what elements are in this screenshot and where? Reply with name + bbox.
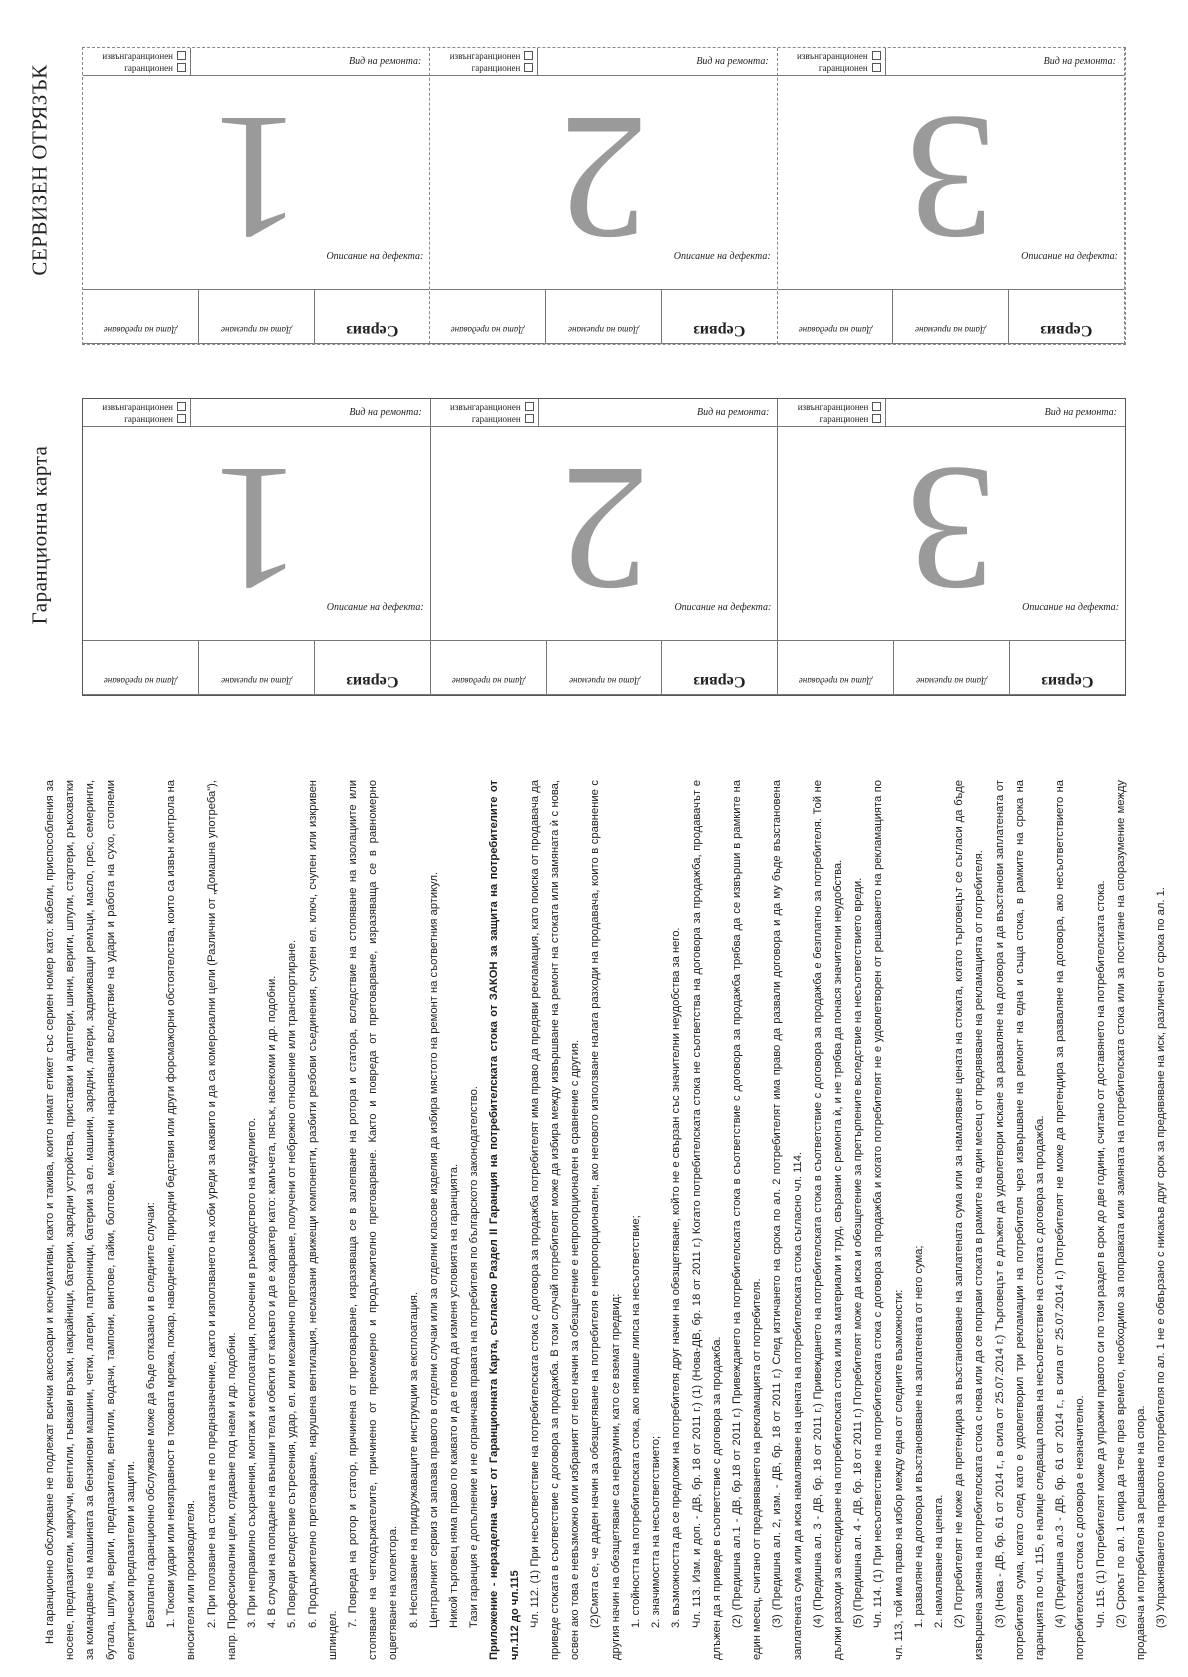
warranty-checkbox[interactable] — [872, 63, 881, 72]
terms-paragraph: (2) (Предишна ал.1 - ДВ, бр.18 от 2011 г.) Привеждането на потребителската стока в съответствие с договора за продажба трябва да се извърши в рамките на един месец, считано от предявяването на рекламацията от потребителя. — [730, 780, 764, 1660]
terms-paragraph: (4) (Предишна ал. 3 - ДВ, бр. 18 от 2011 г.) Привеждането на потребителската стока в съответствие с договора за продажба е безплатно за потребителя. Той не дължи разходи за експедиране на потребителската стока или за материали и труд, свързани с ремонта ѝ, и не трябва да понася значителни неудобства. — [811, 780, 844, 1660]
terms-paragraph: 3. При неправилно съхранения, монтаж и експлоатация, посочени в ръководството на изделието. — [246, 1117, 259, 1628]
warranty-terms-body — [40, 780, 1168, 1660]
terms-paragraph: 5. Повреди вследствие сътресения, удар, ел. или механично претоварване, получени от небрежно отношение или транспортиране. — [286, 939, 299, 1628]
terms-paragraph: 7. Повреда на ротор и статор, причинена от претоварване, изразяваща се в залепване на ротора и статора, вследствие на стопяване на изолациите или стопяване на четкодържателите, причинено от прекомерно и продължително претоварване. Както и повреда от претоварване, изразяваща се в равномерно оцветяване на колектора. — [347, 780, 400, 1660]
terms-paragraph: Чл. 115. (1) Потребителят може да упражни правото си по този раздел в срок до две години, считано от доставянето на потребителската стока. — [1094, 880, 1107, 1628]
service-label: Сервиз — [315, 668, 430, 695]
non-warranty-checkbox[interactable] — [525, 402, 534, 411]
card-number: 2 — [559, 430, 650, 629]
terms-paragraph: (2) Срокът по ал. 1 спира да тече през времето, необходимо за поправката или замяната на потребителската стока или за постигане на споразумение между продавача и потребителя за решаване на спора. — [1114, 780, 1147, 1660]
warranty-type-checkboxes: извънгаранционен гаранционен — [431, 399, 539, 426]
service-card-1 — [83, 48, 430, 344]
service-stub-strip — [82, 47, 1126, 345]
date-received-label: Дата на приемане — [893, 317, 1008, 344]
terms-paragraph: (2) Потребителят не може да претендира за възстановяване на заплатената сума или за намаляване цената на стоката, когато търговецът се съгласи да бъде извършена замяна на потребителската стока с нова или да се поправи стоката в рамките на един месец от предявяване на рекламацията от потребителя. — [953, 780, 986, 1660]
defect-description-label: Описание на дефекта: — [1022, 602, 1120, 613]
non-warranty-checkbox[interactable] — [872, 51, 881, 60]
non-warranty-checkbox[interactable] — [177, 51, 186, 60]
terms-paragraph: (2)Смята се, че даден начин за обезщетяване на потребителя е непропорционален, ако неговото използване налага разходи на продавача, които в сравнение с другия начин на обезщетяване са неразумни, като се вземат предвид: — [589, 780, 622, 1660]
date-received-label: Дата на приемане — [547, 668, 662, 695]
defect-description-label: Описание на дефекта: — [326, 602, 424, 613]
terms-paragraph: 8. Неспазване на придружаващите инструкции за експлоатация. — [407, 1291, 420, 1628]
terms-paragraph: (5) (Предишна ал. 4 - ДВ, бр. 18 от 2011 г.) Потребителят може да иска и обезщетение за претърпените вследствие на несъответствието вреди. — [852, 877, 865, 1628]
terms-paragraph: 2. значимостта на несъответствието; — [650, 1435, 663, 1628]
repair-type-label: Вид на ремонта: — [1044, 407, 1118, 418]
date-returned-label: Дата на предаване — [778, 668, 893, 695]
service-stub-heading — [0, 64, 90, 276]
warranty-type-checkboxes: извънгаранционен гаранционен — [83, 48, 191, 75]
date-returned-label: Дата на предаване — [83, 668, 198, 695]
terms-paragraph: (3) Упражняването на правото на потребителя по ал. 1 не е обвързано с никакъв друг срок за предявяване на иск, различен от срока по ал. 1. — [1155, 887, 1168, 1628]
terms-paragraph: (3) (Предишна ал. 2, изм. - ДВ, бр. 18 от 2011 г.) След изтичането на срока по ал. 2 потребителят има право да развали договора и да му бъде възстановена заплатената сума или да иска намаляване на цената на потребителската стока съгласно чл. 114. — [771, 780, 804, 1660]
terms-paragraph: 6. Продължително претоварване, нарушена вентилация, несмазани движещи компоненти, разбити резбови съединения, счупен ел. ключ, счупен или изкривен шпиндел. — [306, 780, 339, 1660]
warranty-checkbox[interactable] — [177, 63, 186, 72]
terms-paragraph: Чл. 113. Изм. и доп. - ДВ, бр. 18 от 2011 г.) (1) (Нова-ДВ, бр. 18 от 2011 г.) Когато потребителската стока не съответства на договора за продажба, продавачът е длъжен да я приведе в съответствие с договора за продажба. — [690, 780, 723, 1660]
card-number: 3 — [905, 79, 996, 278]
service-label: Сервиз — [315, 317, 430, 344]
terms-paragraph: Никой търговец няма право по каквато и да е повод да изменя условията на гаранцията. — [448, 1163, 461, 1628]
warranty-type-checkboxes: извънгаранционен гаранционен — [83, 399, 191, 426]
date-received-label: Дата на приемане — [894, 668, 1009, 695]
terms-paragraph: Тази гаранция е допълнение и не ограничава правата на потребителя по българското законодателство. — [468, 1086, 481, 1628]
terms-paragraph: 4. В случаи на попадане на външни тела и обекти от какъвто и да е характер като: камъчета, пясък, насекоми и др. подобни. — [266, 975, 279, 1628]
date-returned-label: Дата на предаване — [431, 668, 546, 695]
warranty-terms — [40, 780, 1168, 1660]
terms-paragraph: 1. Токови удари или неизправност в токовата мрежа, пожар, наводнение, природни бедствия или други форсмажорни обстоятелства, които са извън контрола на вносителя или производителя. — [165, 780, 198, 1660]
defect-description-label: Описание на дефекта: — [1021, 251, 1118, 262]
non-warranty-checkbox[interactable] — [524, 51, 533, 60]
terms-paragraph: Чл. 112. (1) При несъответствие на потребителската стока с договора за продажба потребителят има право да предяви рекламация, като поиска от продавача да приведе стоката в съответствие с договора за продажба. В този случай потребителят може да избира между извършване на ремонт на стоката или замяната ѝ с нова, освен ако това е невъзможно или избраният от него начин за обезщетение е непропорционален в сравнение с другия. — [528, 780, 582, 1660]
terms-paragraph: На гаранционно обслужване не подлежат всички аксесоари и консумативи, както и такива, които нямат етикет със сериен номер като: кабели, приспособления за носене, предпазители, маркучи, вентили, гъвкави връзки, накрайници, батерии, зарядни устройства, приставки и адаптери, шини, вериги, шпули, стартери, ръкохватки за командване на машината за бензинови машини, четки, лагери, патронници, батерии за ел. машини, зарядни, лагери, задвижващи ремъци, масло, грес, семеринги, бутала, шпули, вериги, предпазители, вентили, водачи, тампони, винтове, гайки, болтове, механични наранявания вследствие на удари и работа на сухо, стопяеми електрически предпазители и защити. — [44, 780, 137, 1660]
service-card-3 — [778, 48, 1125, 344]
warranty-checkbox[interactable] — [872, 414, 881, 423]
date-received-label: Дата на приемане — [199, 317, 314, 344]
repair-type-label: Вид на ремонта: — [349, 407, 422, 418]
card-number: 3 — [906, 430, 997, 629]
date-returned-label: Дата на предаване — [430, 317, 545, 344]
defect-description-label: Описание на дефекта: — [326, 251, 424, 262]
warranty-type-checkboxes: извънгаранционен гаранционен — [430, 48, 538, 75]
card-number: 2 — [558, 79, 649, 278]
repair-type-label: Вид на ремонта: — [697, 407, 770, 418]
warranty-checkbox[interactable] — [177, 414, 186, 423]
warranty-checkbox[interactable] — [524, 63, 533, 72]
warranty-card-heading — [0, 445, 90, 625]
warranty-checkbox[interactable] — [525, 414, 534, 423]
service-label: Сервиз — [1010, 668, 1125, 695]
terms-paragraph: Централният сервиз си запазва правото в отделни случаи или за отделни класове изделия да избира мястото на ремонт на съответния артикул. — [427, 871, 440, 1628]
repair-type-label: Вид на ремонта: — [1043, 56, 1116, 67]
terms-paragraph: (4) (Предишна ал.3 - ДВ, бр. 61 от 2014 г., в сила от 25.07.2014 г.) Потребителят не може да претендира за разваляне на договора, ако несъответствието на потребителската стока с договора е незначително. — [1054, 780, 1087, 1660]
warranty-card-1 — [83, 399, 431, 695]
service-card-2 — [430, 48, 777, 344]
terms-paragraph: (3) (Нова - ДВ, бр. 61 от 2014 г., в сила от 25.07.2014 г.) Търговецът е длъжен да удовлетвори искане за разваляне на договора и да възстанови заплатената от потребителя сума, когато след като е удовлетворил три рекламации на потребителя чрез извършване на ремонт на една и съща стока, в рамките на срока на гаранцията по чл. 115, е налице следваща поява на несъответствие на стоката с договора за продажба. — [993, 780, 1046, 1660]
date-returned-label: Дата на предаване — [83, 317, 198, 344]
repair-type-label: Вид на ремонта: — [696, 56, 769, 67]
terms-paragraph: Безплатно гаранционно обслужване може да бъде отказано и в следните случаи: — [145, 1202, 158, 1628]
non-warranty-checkbox[interactable] — [177, 402, 186, 411]
warranty-card-strip — [82, 398, 1126, 696]
date-received-label: Дата на приемане — [199, 668, 314, 695]
terms-heading: Приложение - неразделна част от Гаранционната Карта, съгласно Раздел II Гаранция на потребителската стока от ЗАКОН за защита на потребителите от чл.112 до чл.115 — [488, 780, 521, 1660]
terms-paragraph: 1. разваляне на договора и възстановяване на заплатената от него сума; — [912, 1245, 925, 1628]
date-received-label: Дата на приемане — [546, 317, 661, 344]
terms-paragraph: 2. намаляване на цената. — [932, 1494, 945, 1628]
defect-description-label: Описание на дефекта: — [673, 251, 771, 262]
service-stub-heading-text: СЕРВИЗЕН ОТРЯЗЪК — [27, 64, 52, 276]
defect-description-label: Описание на дефекта: — [674, 602, 772, 613]
card-number: 1 — [211, 79, 302, 278]
repair-type-label: Вид на ремонта: — [348, 56, 422, 67]
service-label: Сервиз — [662, 317, 777, 344]
warranty-card-3 — [778, 399, 1125, 695]
non-warranty-checkbox[interactable] — [872, 402, 881, 411]
terms-paragraph: 3. възможността да се предложи на потребителя друг начин на обезщетяване, който не е свързан със значителни неудобства за него. — [670, 927, 683, 1628]
warranty-type-checkboxes: извънгаранционен гаранционен — [778, 399, 886, 426]
card-number: 1 — [211, 430, 302, 629]
date-returned-label: Дата на предаване — [778, 317, 893, 344]
warranty-type-checkboxes: извънгаранционен гаранционен — [778, 48, 886, 75]
terms-paragraph: Чл. 114. (1) При несъответствие на потребителската стока с договора за продажба и когато потребителят не е удовлетворен от решаването на рекламацията по чл. 113, той има право на избор между една от следните възможности: — [872, 780, 905, 1660]
terms-paragraph: 1. стойността на потребителската стока, ако нямаше липса на несъответствие; — [629, 1215, 642, 1628]
warranty-card-2 — [431, 399, 779, 695]
terms-paragraph: 2. При ползване на стоката не по предназначение, както и използването на хоби уреди за каквито и да са комерсиални цели (Различни от „Домашна употреба"), напр. Професионални цели, отдаване под наем и др. подобни. — [205, 780, 238, 1660]
warranty-card-heading-text: Гаранционна карта — [27, 445, 52, 625]
service-label: Сервиз — [1009, 317, 1124, 344]
service-label: Сервиз — [662, 668, 777, 695]
